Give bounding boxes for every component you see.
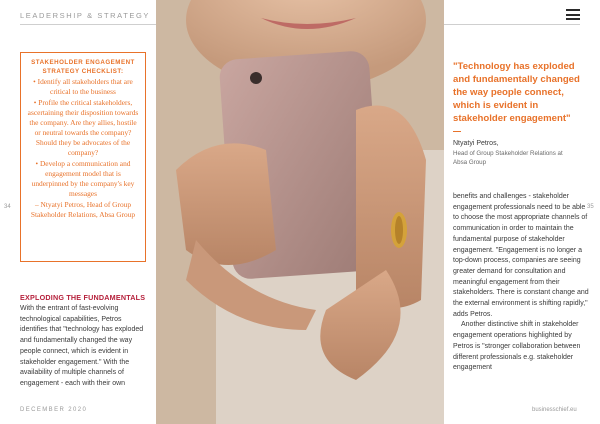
hamburger-menu-icon[interactable]	[566, 9, 580, 20]
section-label: LEADERSHIP & STRATEGY	[20, 11, 151, 20]
article-body-left: With the entrant of fast-evolving technological capabilities, Petros identifies that "technology has exploded and fundamentally changed the way people connect, which is evident in stakeholder engagement." With the availability of multiple channels of engagement - each with their own	[20, 305, 144, 387]
checklist-item: • Identify all stakeholders that are critical to the business	[33, 77, 133, 96]
quote-divider	[453, 131, 461, 132]
footer-date: DECEMBER 2020	[20, 407, 88, 413]
quote-author-name: Ntyatyi Petros,	[453, 140, 499, 147]
checklist-attribution: – Ntyatyi Petros, Head of Group Stakeholder Relations, Absa Group	[30, 200, 136, 219]
hero-photo	[156, 0, 444, 424]
article-body-right	[453, 192, 591, 374]
article-paragraph: Another distinctive shift in stakeholder engagement operations highlighted by Petros is "stronger collaboration between different professionals e.g. stakeholder engagement	[453, 321, 581, 372]
checklist-item: • Develop a communication and engagement model that is underpinned by the company's key messages	[31, 159, 135, 198]
quote-author-role: Head of Group Stakeholder Relations at Absa Group	[453, 150, 563, 166]
checklist-title: STAKEHOLDER ENGAGEMENT STRATEGY CHECKLIST:	[31, 59, 135, 75]
checklist-box	[20, 52, 146, 262]
header-divider	[20, 24, 156, 25]
section-heading: EXPLODING THE FUNDAMENTALS	[20, 293, 146, 302]
pull-quote: "Technology has exploded and fundamentally changed the way people connect, which is evident in stakeholder engagement"	[453, 61, 580, 124]
checklist-item: • Profile the critical stakeholders, ascertaining their disposition towards the company. Are they allies, hostile or neutral towards the company? Should they be advocates of the company?	[27, 98, 139, 157]
footer-site-link[interactable]: businesschief.eu	[532, 407, 577, 413]
header-divider-right	[444, 24, 580, 25]
page-number-left: 34	[4, 204, 11, 210]
article-paragraph: benefits and challenges - stakeholder engagement professionals need to be able to choose the most appropriate channels of communication in order to maintain the fundamental purpose of stakeholder engagement. "Engagement is no longer a top-down process, companies are seeing greater demand for consultation and meaningful engagement from their stakeholders. There is constant change and the external environment is shifting rapidly," adds Petros.	[453, 193, 589, 318]
page-number-right: 35	[587, 204, 594, 210]
